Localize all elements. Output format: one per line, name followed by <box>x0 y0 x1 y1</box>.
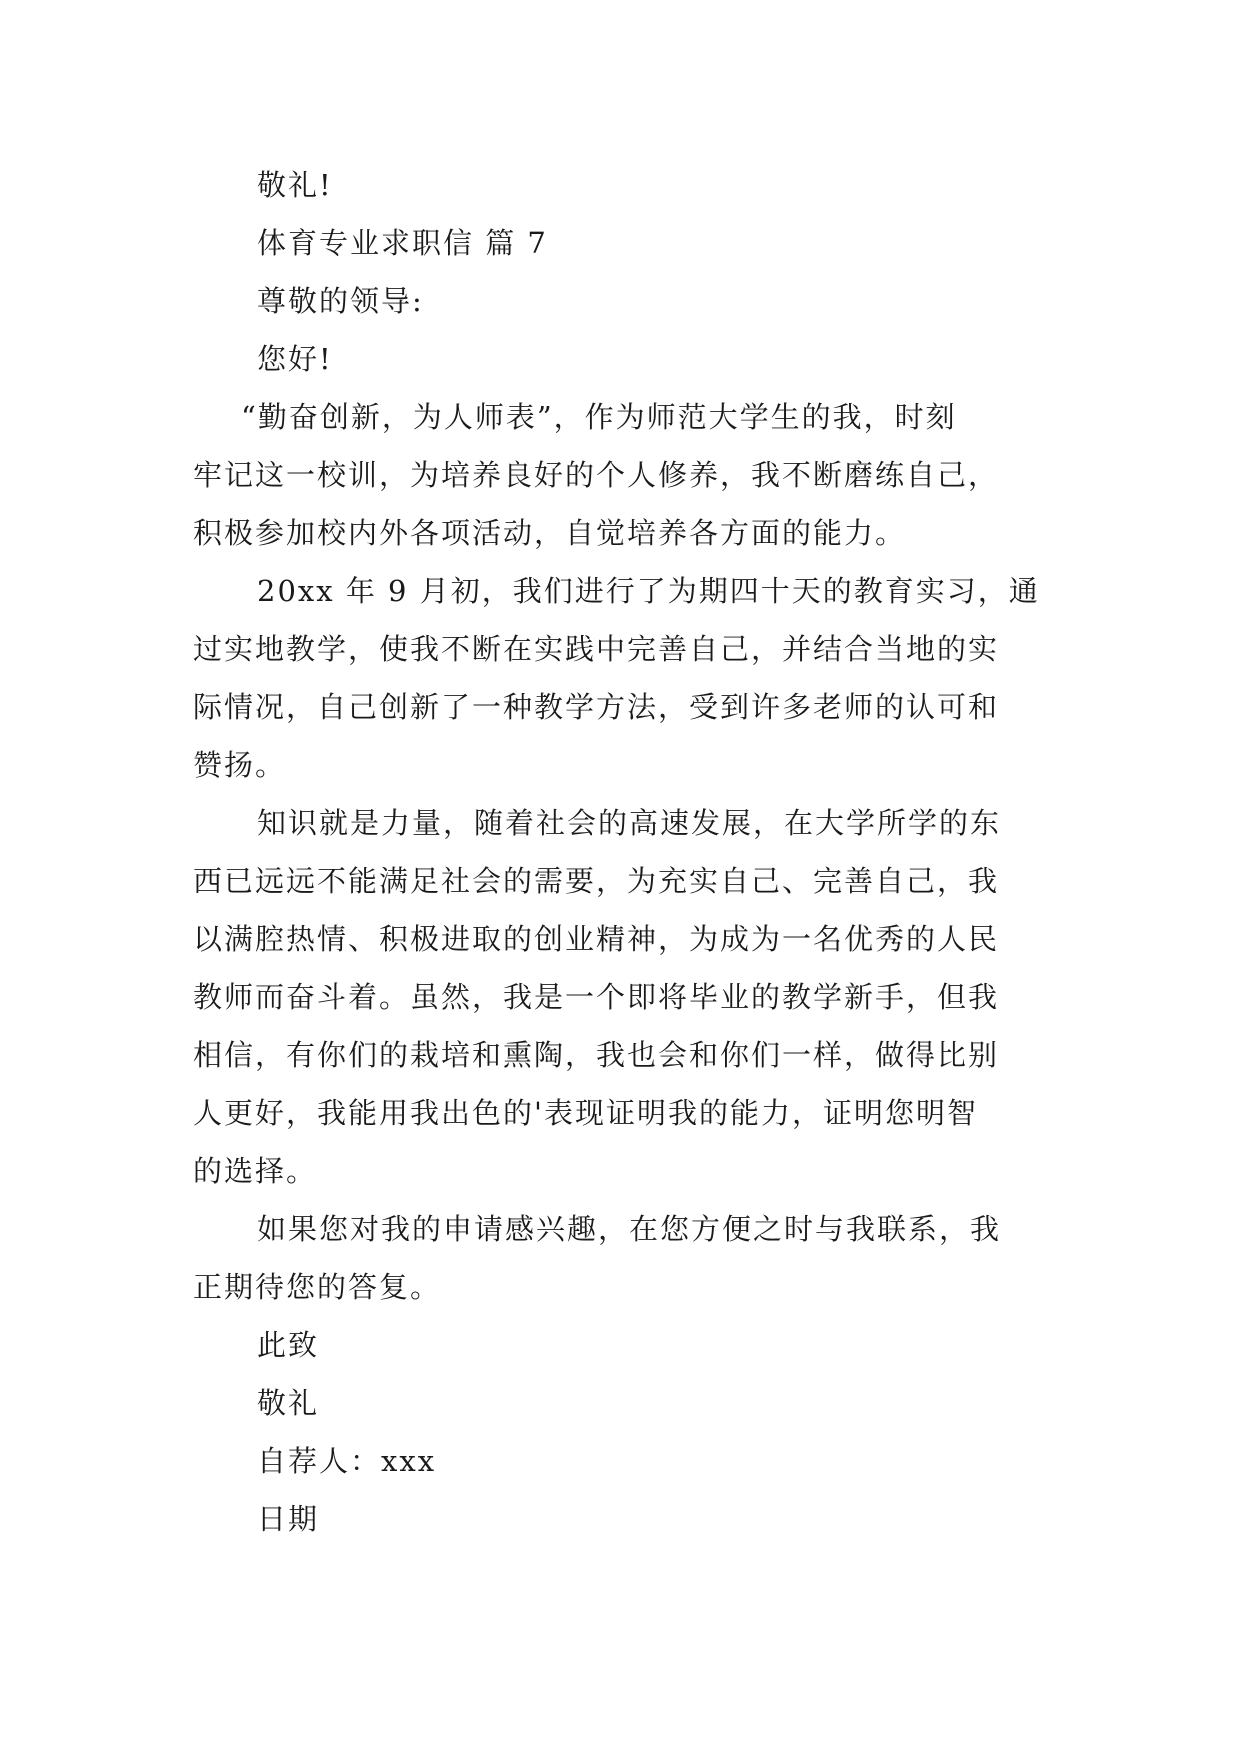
closing-respectfully: 此致 <box>257 1328 320 1362</box>
paragraph-line: 积极参加校内外各项活动，自觉培养各方面的能力。 <box>193 516 907 550</box>
date-label: 日期 <box>257 1502 320 1536</box>
paragraph-line: 如果您对我的申请感兴趣，在您方便之时与我联系，我 <box>257 1212 1002 1246</box>
paragraph-line: 知识就是力量，随着社会的高速发展，在大学所学的东 <box>257 806 1002 840</box>
paragraph-line: “勤奋创新，为人师表”，作为师范大学生的我，时刻 <box>241 400 957 434</box>
closing-previous-letter: 敬礼! <box>257 168 333 202</box>
paragraph-line: 20xx 年 9 月初，我们进行了为期四十天的教育实习，通 <box>257 574 1040 608</box>
paragraph-line: 牢记这一校训，为培养良好的个人修养，我不断磨练自己， <box>193 458 1000 492</box>
paragraph-line: 的选择。 <box>193 1154 318 1188</box>
paragraph-line: 以满腔热情、积极进取的创业精神，为成为一名优秀的人民 <box>193 922 1000 956</box>
salutation: 尊敬的领导: <box>257 284 424 318</box>
closing-salute: 敬礼 <box>257 1386 320 1420</box>
letter-body <box>193 156 1053 1548</box>
paragraph-line: 正期待您的答复。 <box>193 1270 442 1304</box>
paragraph-line: 相信，有你们的栽培和熏陶，我也会和你们一样，做得比别 <box>193 1038 1000 1072</box>
paragraph-line: 过实地教学，使我不断在实践中完善自己，并结合当地的实 <box>193 632 1000 666</box>
paragraph-line: 教师而奋斗着。虽然，我是一个即将毕业的教学新手，但我 <box>193 980 1000 1014</box>
paragraph-motto <box>193 388 1053 562</box>
paragraph-line: 人更好，我能用我出色的'表现证明我的能力，证明您明智 <box>193 1096 978 1130</box>
paragraph-internship <box>193 562 1053 794</box>
paragraph-line: 西已远远不能满足社会的需要，为充实自己、完善自己，我 <box>193 864 1000 898</box>
paragraph-contact <box>193 1200 1053 1316</box>
paragraph-line: 际情况，自己创新了一种教学方法，受到许多老师的认可和 <box>193 690 1000 724</box>
paragraph-knowledge <box>193 794 1053 1200</box>
signer: 自荐人：xxx <box>257 1444 437 1478</box>
paragraph-line: 赞扬。 <box>193 748 287 782</box>
letter-heading: 体育专业求职信 篇 7 <box>257 226 548 260</box>
greeting: 您好! <box>257 342 333 376</box>
